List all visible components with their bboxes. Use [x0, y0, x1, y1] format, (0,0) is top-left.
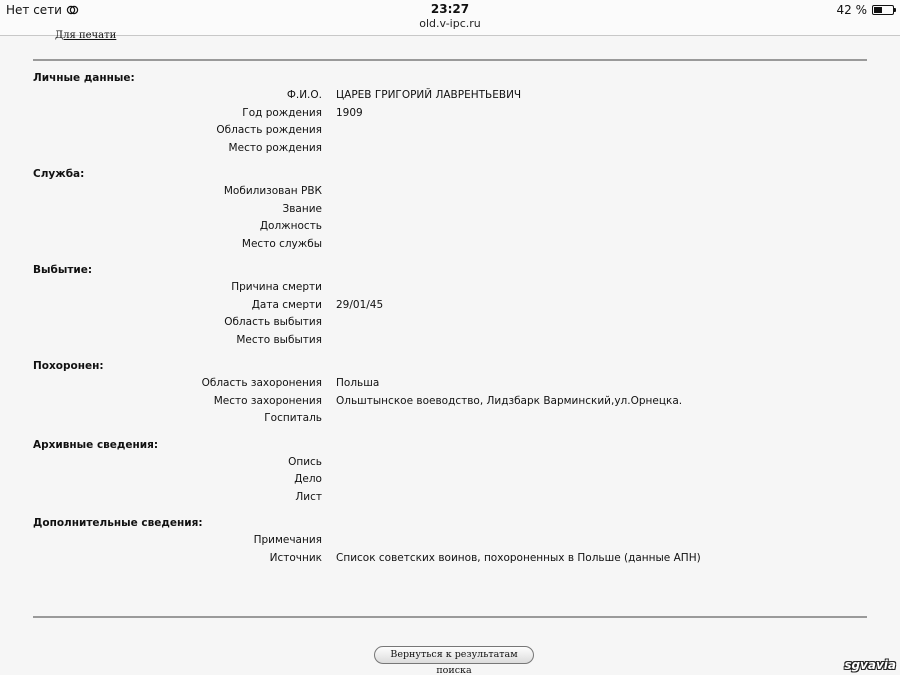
field-row: [0, 489, 900, 507]
field-value: 29/01/45: [336, 298, 384, 311]
battery-fill: [874, 7, 882, 13]
field-row: [0, 218, 900, 236]
field-value: ЦАРЕВ ГРИГОРИЙ ЛАВРЕНТЬЕВИЧ: [336, 89, 522, 101]
field-label: Год рождения: [242, 106, 322, 119]
section-title: Служба:: [33, 168, 85, 180]
section: [0, 166, 900, 253]
carrier-label: Нет сети: [6, 3, 62, 17]
divider-bottom: [33, 616, 867, 618]
battery-percent: 42 %: [836, 3, 867, 17]
field-label: Область рождения: [216, 124, 322, 136]
section: [0, 515, 900, 567]
field-label: Госпиталь: [264, 412, 322, 424]
field-value: Список советских воинов, похороненных в Польше (данные АПН): [336, 551, 701, 564]
section-title: Похоронен:: [33, 360, 104, 372]
field-row: [0, 332, 900, 350]
section: [0, 262, 900, 349]
field-label: Примечания: [253, 534, 322, 546]
field-row: [0, 201, 900, 219]
field-value: Польша: [336, 377, 380, 389]
field-row: [0, 236, 900, 254]
field-value: 1909: [336, 106, 363, 119]
back-to-results-button[interactable]: Вернуться к результатам поиска: [374, 646, 534, 664]
field-row: [0, 105, 900, 123]
section-title: Личные данные:: [33, 72, 135, 84]
field-label: Источник: [269, 551, 322, 564]
field-row: [0, 471, 900, 489]
clock: 23:27: [430, 2, 470, 16]
status-bar: [0, 0, 900, 36]
field-label: Причина смерти: [231, 281, 322, 293]
print-link[interactable]: Для печати: [55, 30, 117, 41]
address-bar[interactable]: old.v-ipc.ru: [419, 17, 481, 30]
field-row: [0, 183, 900, 201]
field-label: Звание: [282, 202, 322, 215]
field-row: [0, 297, 900, 315]
field-label: Место выбытия: [236, 333, 322, 346]
field-row: [0, 410, 900, 428]
field-row: [0, 550, 900, 568]
section-title: Выбытие:: [33, 264, 93, 276]
field-row: [0, 314, 900, 332]
field-row: [0, 122, 900, 140]
field-label: Область выбытия: [224, 316, 322, 328]
field-row: [0, 393, 900, 411]
field-label: Опись: [288, 455, 322, 468]
record-details: [0, 64, 900, 567]
field-value: Ольштынское воеводство, Лидзбарк Варминский,ул.Орнецка.: [336, 394, 683, 407]
field-row: [0, 140, 900, 158]
field-row: [0, 454, 900, 472]
section-title: Архивные сведения:: [33, 438, 159, 451]
section-title: Дополнительные сведения:: [33, 517, 203, 529]
field-label: Место рождения: [228, 141, 322, 154]
field-label: Мобилизован РВК: [223, 185, 322, 197]
field-label: Лист: [295, 490, 322, 503]
field-row: [0, 375, 900, 393]
field-label: Должность: [259, 220, 322, 232]
field-label: Область захоронения: [201, 377, 322, 389]
field-label: Место захоронения: [213, 394, 322, 407]
field-label: Место службы: [241, 237, 322, 250]
section: [0, 70, 900, 157]
field-row: [0, 279, 900, 297]
field-label: Дело: [294, 473, 322, 485]
status-right: [837, 3, 895, 17]
section: [0, 437, 900, 507]
watermark: sgvavia: [844, 658, 896, 672]
field-row: [0, 87, 900, 105]
section: [0, 358, 900, 428]
field-label: Ф.И.О.: [286, 89, 322, 101]
field-row: [0, 532, 900, 550]
divider-top: [33, 59, 867, 61]
battery-icon: [872, 5, 894, 15]
field-label: Дата смерти: [251, 298, 322, 311]
